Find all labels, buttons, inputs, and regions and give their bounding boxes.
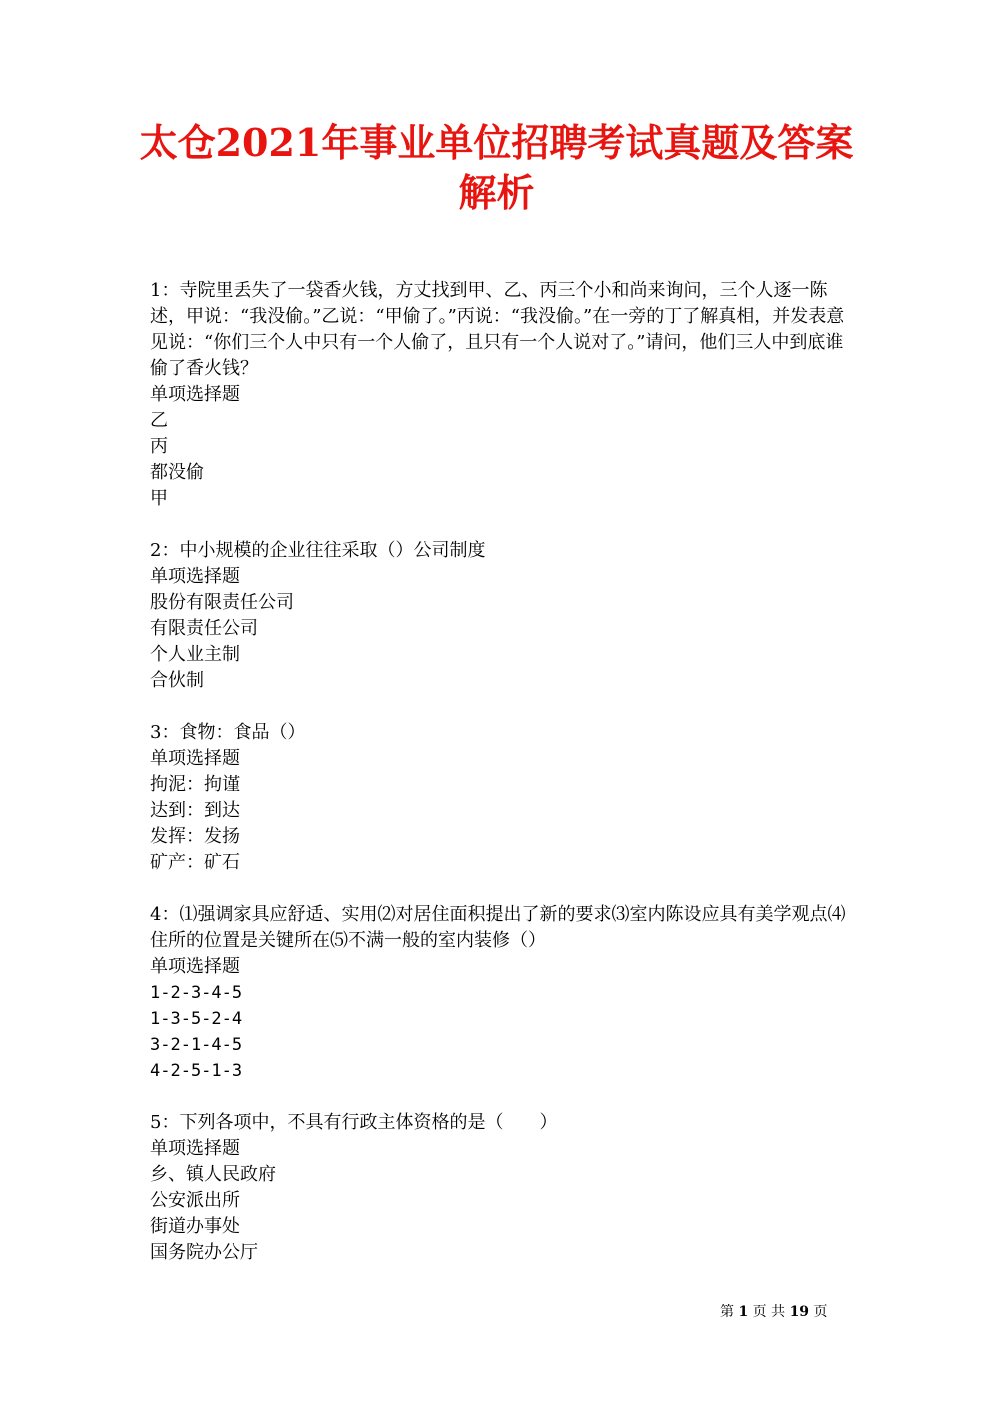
question-item: [150, 538, 850, 694]
answer-option: 都没偷: [150, 462, 204, 483]
answer-option: 丙: [150, 436, 168, 457]
answer-option: 3-2-1-4-5: [150, 1035, 243, 1055]
question-item: [150, 720, 850, 876]
answer-option: 公安派出所: [150, 1190, 240, 1211]
question-item: [150, 278, 850, 512]
answer-option: 发挥：发扬: [150, 826, 240, 847]
answer-option: 矿产：矿石: [150, 852, 240, 873]
document-title: [130, 118, 863, 218]
question-list: [150, 278, 850, 1292]
question-item: [150, 1110, 850, 1266]
answer-option: 个人业主制: [150, 644, 240, 665]
question-type: 单项选择题: [150, 384, 240, 405]
answer-option: 拘泥：拘谨: [150, 774, 240, 795]
footer-total-pages: 19: [789, 1304, 810, 1320]
document-title-line-2: 解析: [458, 170, 535, 215]
answer-option: 4-2-5-1-3: [150, 1061, 243, 1081]
question-type: 单项选择题: [150, 956, 240, 977]
question-text: 3：食物：食品（）: [150, 722, 306, 743]
answer-option: 国务院办公厅: [150, 1242, 258, 1263]
answer-option: 街道办事处: [150, 1216, 240, 1237]
answer-option: 乙: [150, 410, 168, 431]
page-footer: [720, 1303, 828, 1321]
question-text: 2：中小规模的企业往往采取（）公司制度: [150, 540, 486, 561]
question-text: 1：寺院里丢失了一袋香火钱，方丈找到甲、乙、丙三个小和尚来询问，三个人逐一陈述，甲说：“我没偷。”乙说：“甲偷了。”丙说：“我没偷。”在一旁的丁了解真相，并发表意见说：“你们三个人中只有一个人偷了，且只有一个人说对了。”请问，他们三人中到底谁偷了香火钱？: [150, 280, 845, 379]
answer-option: 股份有限责任公司: [150, 592, 294, 613]
question-text: 5：下列各项中，不具有行政主体资格的是（ ）: [150, 1112, 558, 1133]
footer-current-page: 1: [738, 1304, 749, 1320]
document-title-line-1: 太仓2021年事业单位招聘考试真题及答案: [139, 120, 854, 165]
footer-label-mid: 页 共: [752, 1304, 786, 1320]
question-type: 单项选择题: [150, 1138, 240, 1159]
answer-option: 1-3-5-2-4: [150, 1009, 243, 1029]
question-text: 4：⑴强调家具应舒适、实用⑵对居住面积提出了新的要求⑶室内陈设应具有美学观点⑷住所的位置是关键所在⑸不满一般的室内装修（）: [150, 904, 846, 951]
answer-option: 达到：到达: [150, 800, 240, 821]
question-item: [150, 902, 850, 1084]
answer-option: 有限责任公司: [150, 618, 258, 639]
answer-option: 甲: [150, 488, 168, 509]
answer-option: 乡、镇人民政府: [150, 1164, 276, 1185]
answer-option: 1-2-3-4-5: [150, 983, 243, 1003]
question-type: 单项选择题: [150, 566, 240, 587]
question-type: 单项选择题: [150, 748, 240, 769]
footer-label-page: 第: [720, 1304, 734, 1320]
answer-option: 合伙制: [150, 670, 204, 691]
footer-label-end: 页: [813, 1304, 828, 1320]
